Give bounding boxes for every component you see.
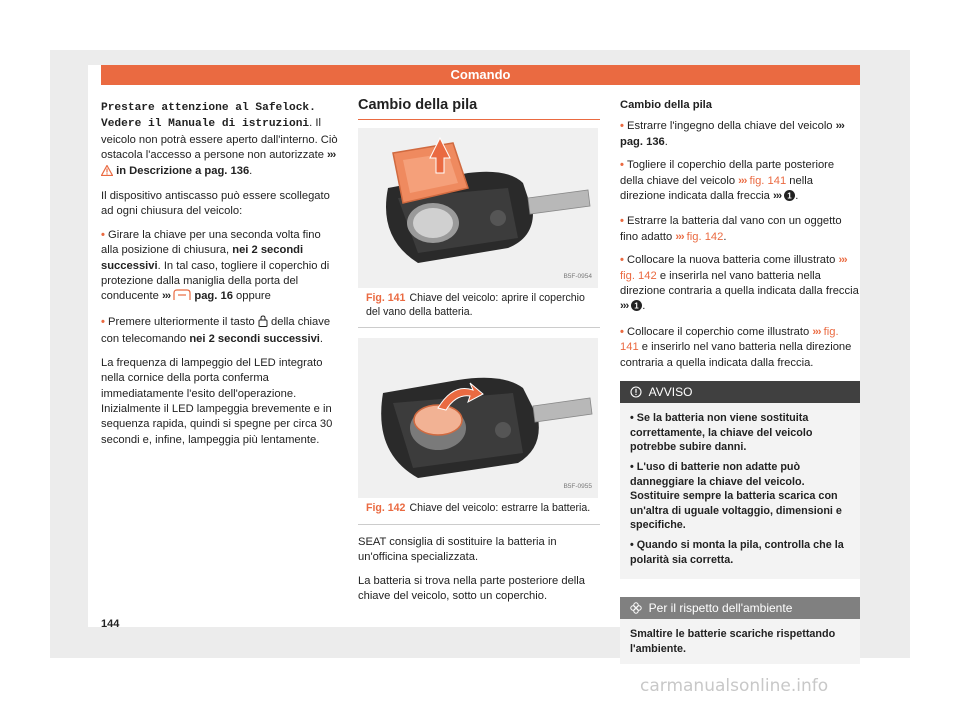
page-number: 144: [101, 618, 120, 630]
flower-icon: [630, 602, 642, 617]
warning-header: AVVISO: [620, 381, 860, 403]
figure-141-caption: Fig. 141 Chiave del veicolo: aprire il coperchio del vano della batteria.: [358, 288, 600, 328]
svg-text:1: 1: [787, 191, 793, 201]
fig142-link[interactable]: fig. 142: [620, 269, 657, 282]
list-item: • Collocare il coperchio come illustrato ››› fig. 141 e inserirlo nel vano batteria nella direzione contraria a quella indicata dalla freccia.: [620, 325, 860, 371]
warning-triangle-icon: [101, 165, 113, 181]
battery-location-paragraph: La batteria si trova nella parte posteriore della chiave del veicolo, sotto un coperchio.: [358, 574, 585, 603]
list-item: • Togliere il coperchio della parte posteriore della chiave del veicolo ››› fig. 141 nella direzione indicata dalla freccia ››› 1 .: [620, 158, 860, 206]
safelock-notice: Prestare attenzione al Safelock. Vedere il Manuale di istruzioni: [101, 102, 316, 131]
column-middle: [358, 98, 600, 613]
warning-item: • Se la batteria non viene sostituita correttamente, la chiave del veicolo potrebbe subire danni.: [630, 411, 850, 454]
antitheft-paragraph: Il dispositivo antiscasso può essere scollegato ad ogni chiusura del veicolo:: [101, 190, 330, 218]
figure-142-caption: Fig. 142 Chiave del veicolo: estrarre la batteria.: [358, 498, 600, 525]
column-right: [620, 98, 860, 664]
steps-heading: Cambio della pila: [620, 99, 713, 111]
figure-142-image: [358, 338, 598, 498]
page-header: Comando: [101, 65, 860, 85]
figure-code: B5F-0955: [563, 483, 592, 490]
watermark: carmanualsonline.info: [640, 676, 829, 696]
figure-141-image: [358, 128, 598, 288]
list-item: • Collocare la nuova batteria come illustrato ››› fig. 142 e inserirla nel vano batteria nella direzione contraria a quella indicata dalla freccia ››› 1 .: [620, 253, 860, 317]
warning-item: • L'uso di batterie non adatte può danneggiare la chiave del veicolo. Sostituire sempre la batteria scarica con un'altra di uguale voltaggio, dimensioni e specifiche.: [630, 460, 850, 532]
environment-text: Smaltire le batterie scariche rispettando l'ambiente.: [630, 628, 836, 655]
column-left: [101, 100, 341, 456]
callout-marker-icon: [784, 190, 795, 206]
info-circle-icon: [630, 386, 642, 401]
environment-box: [620, 597, 860, 664]
warning-box: [620, 381, 860, 579]
list-item: • Premere ulteriormente il tasto della chiave con telecomando nei 2 secondi successivi.: [101, 315, 341, 348]
description-link[interactable]: in Descrizione a pag. 136: [116, 164, 250, 177]
list-item: • Girare la chiave per una seconda volta fino alla posizione di chiusura, nei 2 secondi successivi. In tal caso, togliere il coperchio di protezione dalla maniglia della porta del conducente ››› pag. 16 oppure: [101, 228, 341, 307]
fig141-link[interactable]: fig. 141: [749, 174, 787, 187]
lock-key-icon: [258, 315, 268, 332]
svg-text:1: 1: [634, 301, 640, 311]
warning-body: [620, 403, 860, 579]
page16-link[interactable]: pag. 16: [194, 290, 233, 303]
fig141-link[interactable]: fig. 141: [620, 325, 839, 354]
warning-item: • Quando si monta la pila, controlla che la polarità sia corretta.: [630, 538, 850, 567]
seat-advice-paragraph: SEAT consiglia di sostituire la batteria in un'officina specializzata.: [358, 535, 557, 564]
section-title: Cambio della pila: [358, 98, 600, 120]
list-item: • Estrarre la batteria dal vano con un oggetto fino adatto ››› fig. 142.: [620, 214, 860, 245]
list-item: • Estrarre l'ingegno della chiave del veicolo ››› pag. 136.: [620, 119, 860, 150]
door-handle-icon: [173, 289, 191, 306]
safelock-paragraph: Prestare attenzione al Safelock. Vedere il Manuale di istruzioni. Il veicolo non potrà essere aperto dall'interno. Ciò ostacola l'accesso a persone non autorizzate ››› in Descrizione a pag. 136.: [101, 100, 341, 181]
led-paragraph: La frequenza di lampeggio del LED integrato nella cornice della porta conferma immediatamente l'esito dell'operazione. Inizialmente il LED lampeggia brevemente e in sequenza rapida, quindi si spegne per circa 30 secondi e, infine, lampeggia più lentamente.: [101, 356, 333, 446]
environment-header: Per il rispetto dell'ambiente: [620, 597, 860, 619]
page136-link[interactable]: pag. 136: [620, 135, 665, 148]
figure-code: B5F-0954: [563, 273, 592, 280]
fig142-link[interactable]: fig. 142: [686, 230, 724, 243]
callout-marker-icon: [631, 300, 642, 316]
